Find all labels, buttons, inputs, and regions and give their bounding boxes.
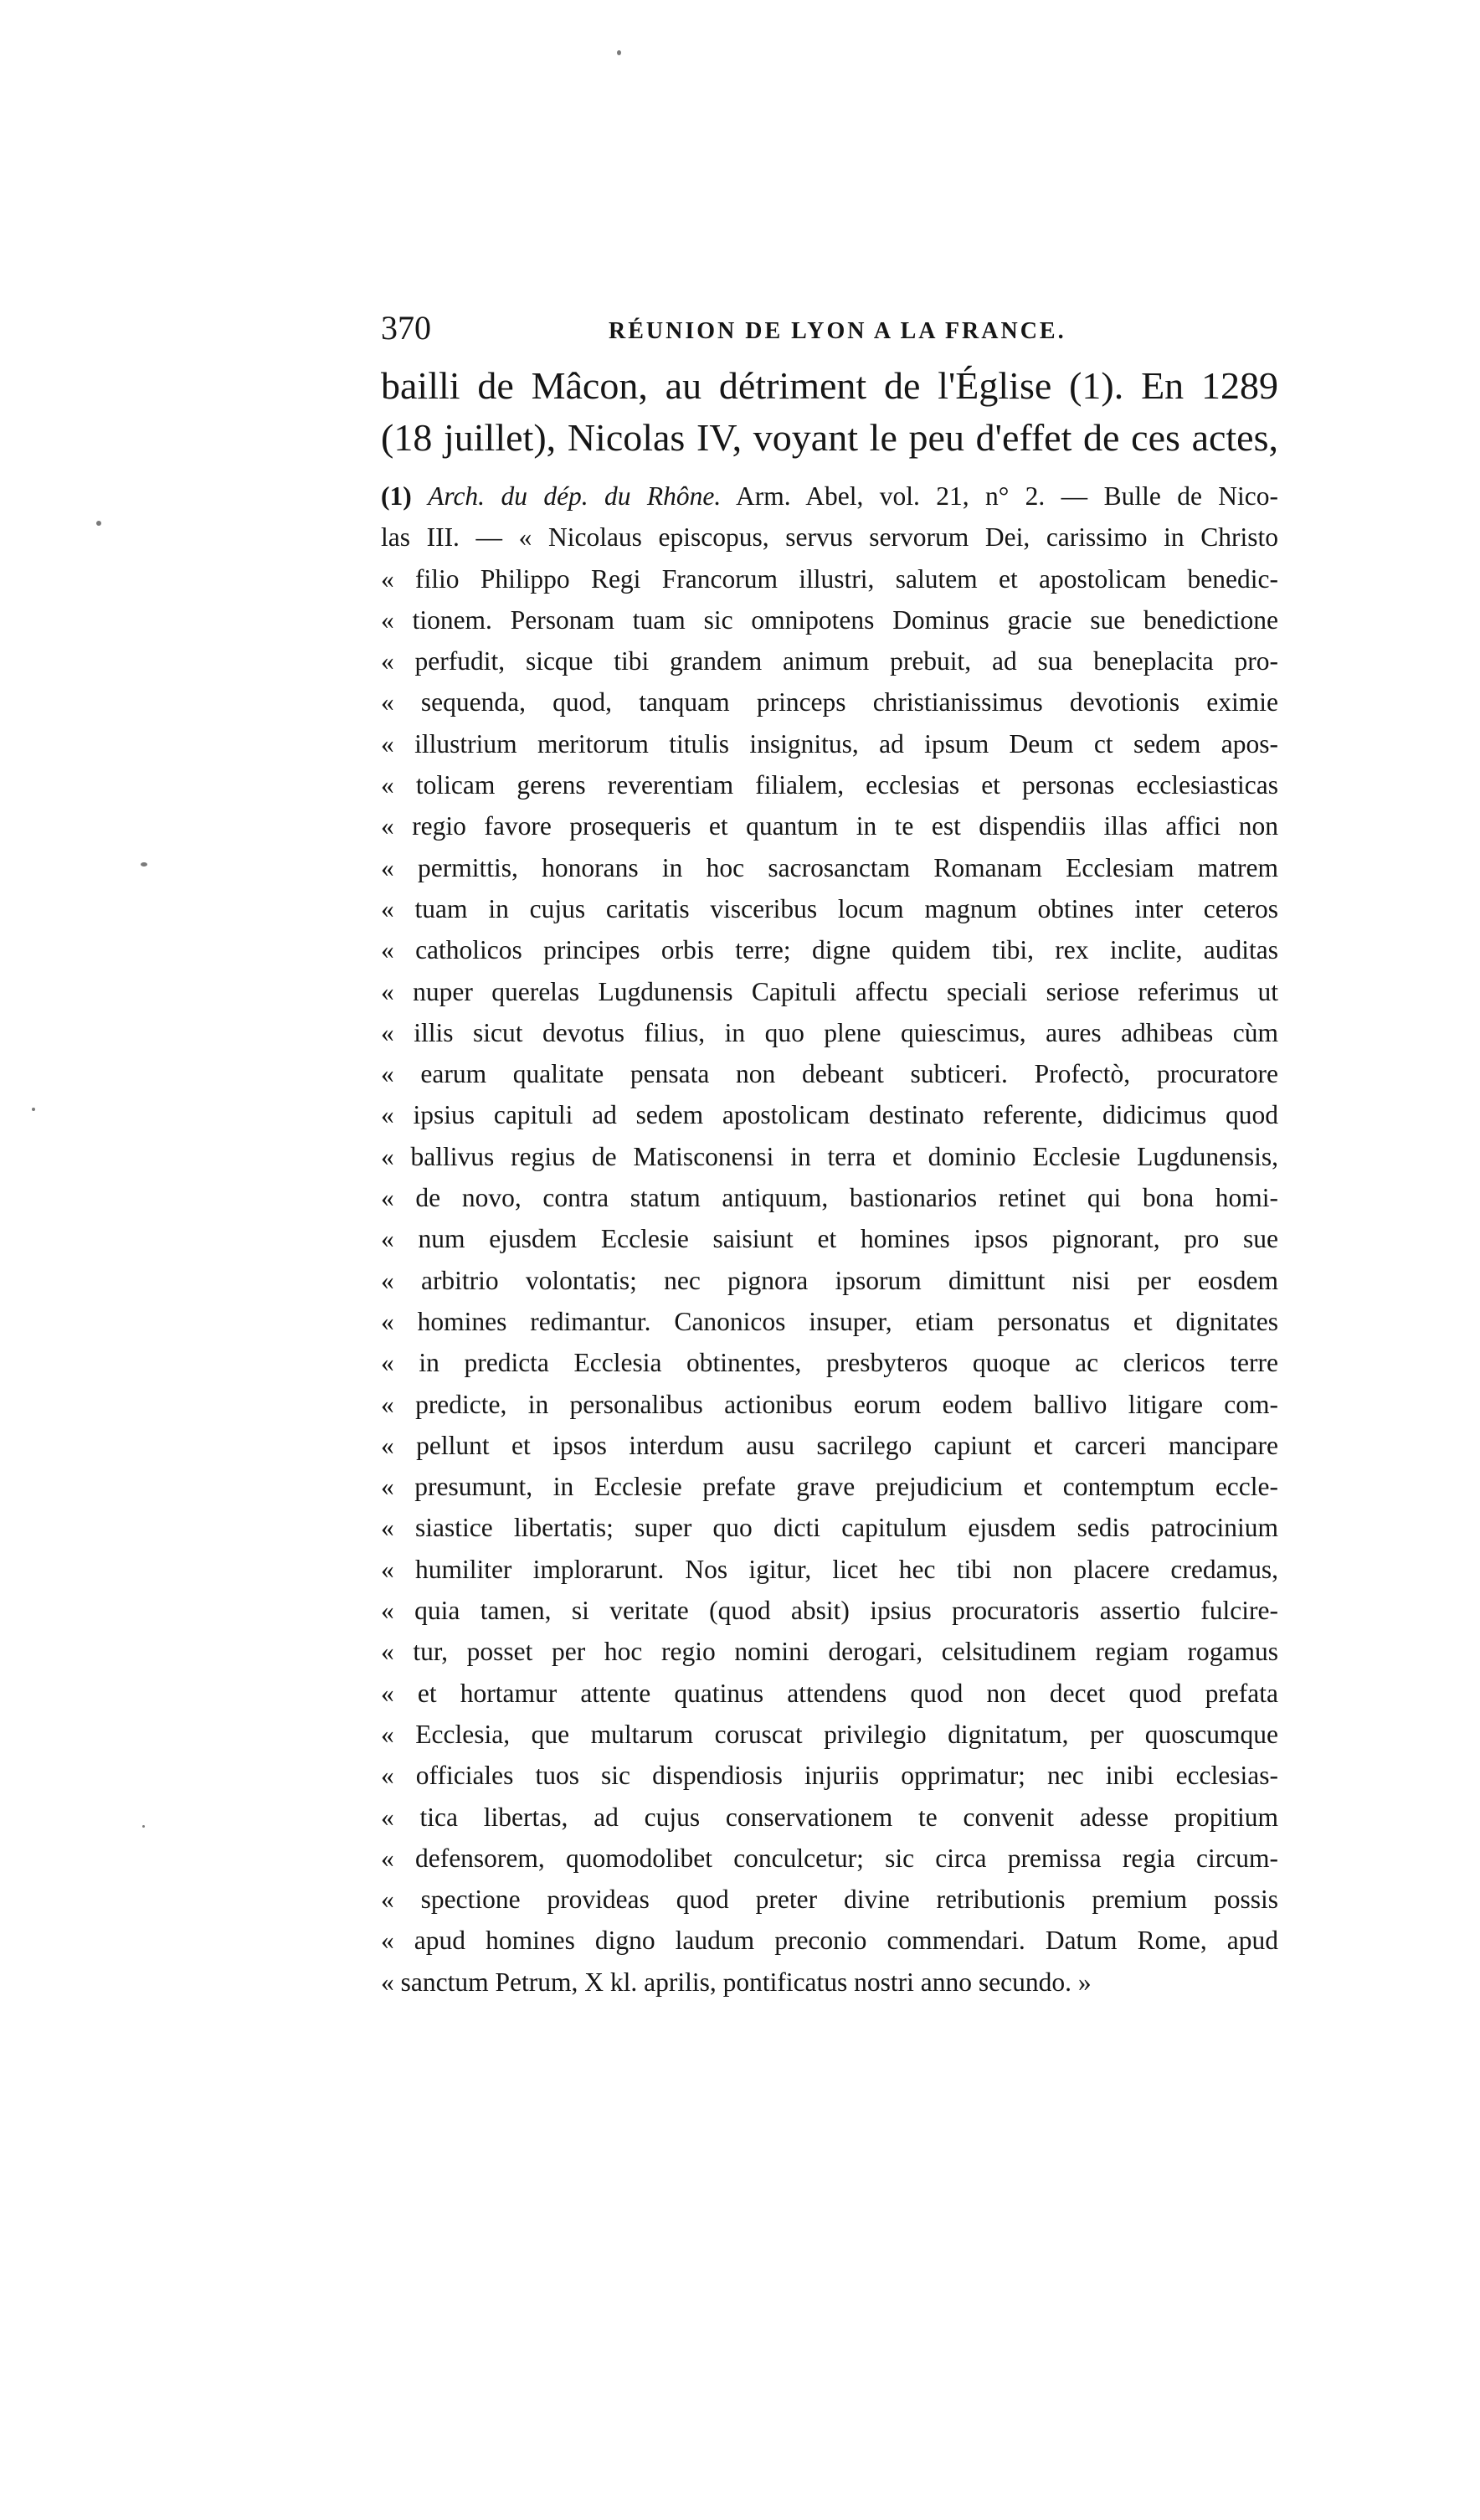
footnote-line: « ballivus regius de Matisconensi in terra et dominio Ecclesie Lugdunensis,: [381, 1141, 1278, 1171]
footnote-lines: [381, 517, 1278, 2003]
footnote-line: « illustrium meritorum titulis insignitus, ad ipsum Deum ct sedem apos-: [381, 728, 1278, 759]
footnote-line: « tionem. Personam tuam sic omnipotens Dominus gracie sue benedictione: [381, 604, 1278, 635]
footnote-line: « predicte, in personalibus actionibus eorum eodem ballivo litigare com-: [381, 1389, 1278, 1419]
footnote-line: « tica libertas, ad cujus conservationem te convenit adesse propitium: [381, 1802, 1278, 1832]
scan-speck: [142, 1825, 145, 1828]
footnote-line: « tur, posset per hoc regio nomini derogari, celsitudinem regiam rogamus: [381, 1637, 1278, 1667]
footnote-line: « catholicos principes orbis terre; digne quidem tibi, rex inclite, auditas: [381, 935, 1278, 965]
body-line: bailli de Mâcon, au détriment de l'Église (1). En 1289: [381, 364, 1278, 407]
body-line: (18 juillet), Nicolas IV, voyant le peu d'effet de ces actes,: [381, 416, 1278, 459]
footnote-line: « officiales tuos sic dispendiosis injuriis opprimatur; nec inibi ecclesias-: [381, 1761, 1278, 1791]
footnote-line: « defensorem, quomodolibet conculcetur; sic circa premissa regia circum-: [381, 1843, 1278, 1873]
footnote-line: « ipsius capituli ad sedem apostolicam destinato referente, didicimus quod: [381, 1100, 1278, 1130]
footnote-line: « tuam in cujus caritatis visceribus locum magnum obtines inter ceteros: [381, 893, 1278, 923]
footnote-line: « permittis, honorans in hoc sacrosanctam Romanam Ecclesiam matrem: [381, 852, 1278, 882]
footnote-line: « et hortamur attente quatinus attendens quod non decet quod prefata: [381, 1678, 1278, 1708]
footnote-line: « regio favore prosequeris et quantum in te est dispendiis illas affici non: [381, 811, 1278, 841]
footnote-line: « humiliter implorarunt. Nos igitur, licet hec tibi non placere credamus,: [381, 1554, 1278, 1584]
footnote-line: [381, 476, 1278, 517]
scan-speck: [96, 521, 101, 526]
footnote-line: « nuper querelas Lugdunensis Capituli affectu speciali seriose referimus ut: [381, 976, 1278, 1006]
footnote-line: las III. — « Nicolaus episcopus, servus servorum Dei, carissimo in Christo: [381, 522, 1278, 553]
footnote-line: « Ecclesia, que multarum coruscat privilegio dignitatum, per quoscumque: [381, 1719, 1278, 1749]
scan-speck: [141, 862, 147, 867]
scan-speck: [32, 1108, 35, 1111]
footnote-line: « sanctum Petrum, X kl. aprilis, pontificatus nostri anno secundo. »: [381, 1967, 1092, 1997]
footnote-line: « earum qualitate pensata non debeant subticeri. Profectò, procuratore: [381, 1059, 1278, 1089]
running-title: RÉUNION DE LYON A LA FRANCE.: [609, 318, 1066, 344]
footnote-line: « apud homines digno laudum preconio commendari. Datum Rome, apud: [381, 1926, 1278, 1956]
page-header: [381, 303, 1278, 353]
footnote-line: « siastice libertatis; super quo dicti capitulum ejusdem sedis patrocinium: [381, 1513, 1278, 1543]
footnote-line: « perfudit, sicque tibi grandem animum prebuit, ad sua beneplacita pro-: [381, 646, 1278, 676]
footnote-line: « homines redimantur. Canonicos insuper, etiam personatus et dignitates: [381, 1306, 1278, 1336]
footnote-line: « num ejusdem Ecclesie saisiunt et homines ipsos pignorant, pro sue: [381, 1224, 1278, 1254]
footnote-line: « in predicta Ecclesia obtinentes, presbyteros quoque ac clericos terre: [381, 1348, 1278, 1378]
footnote-line: « sequenda, quod, tanquam princeps christianissimus devotionis eximie: [381, 687, 1278, 717]
footnote-line: « presumunt, in Ecclesie prefate grave prejudicium et contemptum eccle-: [381, 1472, 1278, 1502]
footnote-source: Arch. du dép. du Rhône.: [428, 481, 722, 511]
main-text: [381, 360, 1278, 464]
scan-speck: [617, 50, 621, 55]
footnote-line: « spectione provideas quod preter divine retributionis premium possis: [381, 1885, 1278, 1915]
footnote-line: « tolicam gerens reverentiam filialem, ecclesias et personas ecclesiasticas: [381, 770, 1278, 800]
page-number: 370: [381, 309, 431, 347]
footnote-line: « quia tamen, si veritate (quod absit) ipsius procuratoris assertio fulcire-: [381, 1596, 1278, 1626]
footnote-line: « filio Philippo Regi Francorum illustri, salutem et apostolicam benedic-: [381, 563, 1278, 594]
footnote-line: « arbitrio volontatis; nec pignora ipsorum dimittunt nisi per eosdem: [381, 1265, 1278, 1295]
footnote: [381, 476, 1278, 2003]
footnote-line: « pellunt et ipsos interdum ausu sacrilego capiunt et carceri mancipare: [381, 1430, 1278, 1460]
footnote-reference: Arm. Abel, vol. 21, n° 2. — Bulle de Nico-: [735, 481, 1279, 511]
footnote-marker: (1): [381, 481, 412, 511]
footnote-line: « de novo, contra statum antiquum, bastionarios retinet qui bona homi-: [381, 1183, 1278, 1213]
footnote-line: « illis sicut devotus filius, in quo plene quiescimus, aures adhibeas cùm: [381, 1017, 1278, 1047]
